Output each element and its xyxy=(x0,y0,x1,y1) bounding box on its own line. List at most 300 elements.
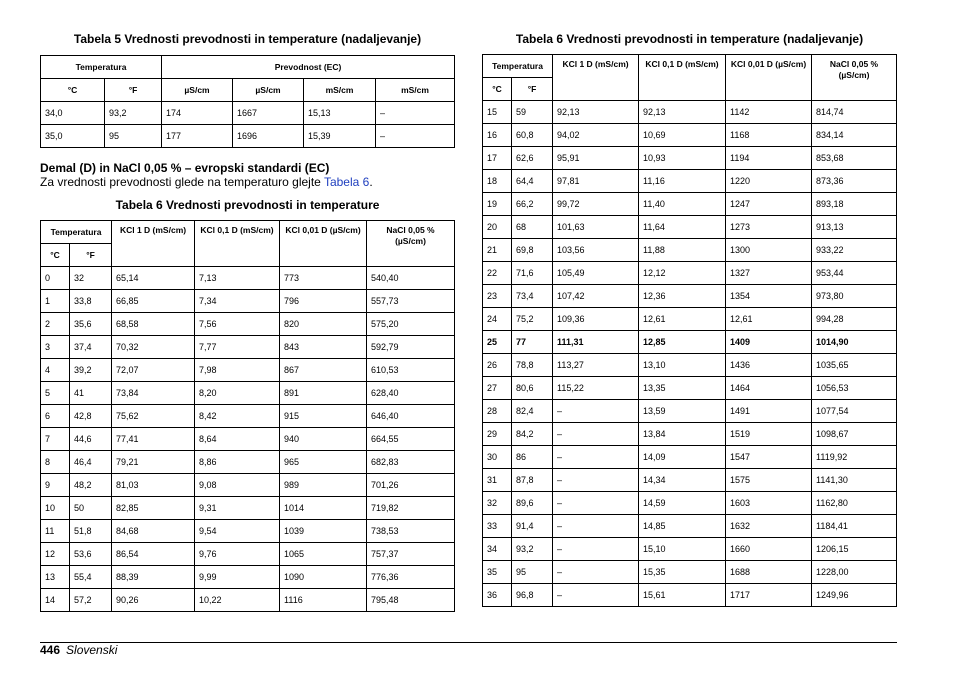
table-row xyxy=(483,216,897,239)
table-cell: 22 xyxy=(483,262,512,285)
table-cell: 11,64 xyxy=(639,216,726,239)
table-cell: 9,08 xyxy=(195,474,280,497)
table-cell: 33 xyxy=(483,515,512,538)
table-cell: 86,54 xyxy=(112,543,195,566)
table-cell: 1014 xyxy=(280,497,367,520)
table-cell: 1142 xyxy=(726,101,812,124)
table-cell: 15,10 xyxy=(639,538,726,561)
table-row xyxy=(483,124,897,147)
table-row xyxy=(41,313,455,336)
table-cell: 7,98 xyxy=(195,359,280,382)
table-cell: 84,2 xyxy=(512,423,553,446)
table-cell: – xyxy=(553,492,639,515)
section-title: Demal (D) in NaCl 0,05 % – evropski standardi (EC) xyxy=(40,161,330,175)
table-cell: 1065 xyxy=(280,543,367,566)
table-cell: 26 xyxy=(483,354,512,377)
table-cell: 21 xyxy=(483,239,512,262)
table-cell: 575,20 xyxy=(367,313,455,336)
table-row xyxy=(41,405,455,428)
table-cell: – xyxy=(553,561,639,584)
table-cell: 646,40 xyxy=(367,405,455,428)
table-row xyxy=(483,538,897,561)
table6-right-caption: Tabela 6 Vrednosti prevodnosti in temperature (nadaljevanje) xyxy=(515,32,864,46)
table-cell: 1300 xyxy=(726,239,812,262)
table-cell: 95 xyxy=(105,125,162,148)
table-cell: 71,6 xyxy=(512,262,553,285)
table-cell: 27 xyxy=(483,377,512,400)
table-cell: 37,4 xyxy=(70,336,112,359)
table-cell: 773 xyxy=(280,267,367,290)
table-cell: 940 xyxy=(280,428,367,451)
table6-right-header-f: °F xyxy=(512,78,553,101)
table-cell: 12,36 xyxy=(639,285,726,308)
table-cell: – xyxy=(553,584,639,607)
table6-left-header-f: °F xyxy=(70,244,112,267)
table-cell: 113,27 xyxy=(553,354,639,377)
table5 xyxy=(40,55,455,148)
table-cell: 994,28 xyxy=(812,308,897,331)
table-cell: 59 xyxy=(512,101,553,124)
table-row xyxy=(483,515,897,538)
table-cell: 84,68 xyxy=(112,520,195,543)
table-cell: 36 xyxy=(483,584,512,607)
table-cell: 5 xyxy=(41,382,70,405)
table-cell: 14,85 xyxy=(639,515,726,538)
table-cell: 35,6 xyxy=(70,313,112,336)
table-cell: 78,8 xyxy=(512,354,553,377)
table-cell: 72,07 xyxy=(112,359,195,382)
table-row xyxy=(41,520,455,543)
table5-header-f: °F xyxy=(105,79,162,102)
table-cell: 31 xyxy=(483,469,512,492)
table-cell: 80,6 xyxy=(512,377,553,400)
table-cell: 1077,54 xyxy=(812,400,897,423)
table-cell: 915 xyxy=(280,405,367,428)
table-row xyxy=(483,561,897,584)
table-cell: 795,48 xyxy=(367,589,455,612)
table-cell: – xyxy=(376,125,455,148)
table-cell: 34 xyxy=(483,538,512,561)
table-cell: – xyxy=(553,538,639,561)
table-cell: 1014,90 xyxy=(812,331,897,354)
table-cell: 14 xyxy=(41,589,70,612)
table-cell: 73,84 xyxy=(112,382,195,405)
table-cell: 46,4 xyxy=(70,451,112,474)
table5-header-c: °C xyxy=(41,79,105,102)
table-cell: 1194 xyxy=(726,147,812,170)
table-row xyxy=(41,428,455,451)
table-cell: 62,6 xyxy=(512,147,553,170)
table-cell: 1632 xyxy=(726,515,812,538)
table-cell: 68 xyxy=(512,216,553,239)
table-row xyxy=(41,102,455,125)
table-row xyxy=(483,400,897,423)
table-row xyxy=(483,377,897,400)
table-row xyxy=(41,497,455,520)
table-cell: 79,21 xyxy=(112,451,195,474)
table-cell: 16 xyxy=(483,124,512,147)
table-cell: 93,2 xyxy=(512,538,553,561)
table-cell: 53,6 xyxy=(70,543,112,566)
table-row xyxy=(483,285,897,308)
table-cell: 70,32 xyxy=(112,336,195,359)
table-cell: 10,22 xyxy=(195,589,280,612)
table-row xyxy=(41,359,455,382)
table-cell: 12,61 xyxy=(726,308,812,331)
table-cell: 90,26 xyxy=(112,589,195,612)
table-cell: 32 xyxy=(70,267,112,290)
table-cell: – xyxy=(376,102,455,125)
table-cell: 1090 xyxy=(280,566,367,589)
table-cell: 1 xyxy=(41,290,70,313)
table-cell: 65,14 xyxy=(112,267,195,290)
page-number: 446 xyxy=(40,643,61,657)
table-cell: 1039 xyxy=(280,520,367,543)
table-cell: 18 xyxy=(483,170,512,193)
table-cell: 8,86 xyxy=(195,451,280,474)
table-cell: 82,4 xyxy=(512,400,553,423)
table-cell: 701,26 xyxy=(367,474,455,497)
table6-left-header-kcl1: KCl 1 D (mS/cm) xyxy=(112,221,195,267)
table-cell: 94,02 xyxy=(553,124,639,147)
table-cell: 12,12 xyxy=(639,262,726,285)
table-cell: 107,42 xyxy=(553,285,639,308)
table-cell: 965 xyxy=(280,451,367,474)
table-cell: 1409 xyxy=(726,331,812,354)
table-cell: 610,53 xyxy=(367,359,455,382)
table-cell: 1547 xyxy=(726,446,812,469)
table6-right-header-c: °C xyxy=(483,78,512,101)
table-cell: 33,8 xyxy=(70,290,112,313)
table-cell: 28 xyxy=(483,400,512,423)
table-cell: 1327 xyxy=(726,262,812,285)
table-cell: 933,22 xyxy=(812,239,897,262)
table-cell: 15 xyxy=(483,101,512,124)
table-cell: – xyxy=(553,423,639,446)
table-cell: 757,37 xyxy=(367,543,455,566)
table-cell: 11,16 xyxy=(639,170,726,193)
table6-left-header-c: °C xyxy=(41,244,70,267)
table5-caption: Tabela 5 Vrednosti prevodnosti in temperature (nadaljevanje) xyxy=(73,32,422,46)
table-cell: 1519 xyxy=(726,423,812,446)
table-cell: 77 xyxy=(512,331,553,354)
table6-left-header-nacl: NaCl 0,05 % (µS/cm) xyxy=(367,221,455,267)
table-cell: 1249,96 xyxy=(812,584,897,607)
table-cell: 9,54 xyxy=(195,520,280,543)
table-cell: 540,40 xyxy=(367,267,455,290)
table-row xyxy=(483,446,897,469)
table6-right-block xyxy=(482,32,897,607)
table-cell: 1141,30 xyxy=(812,469,897,492)
table-cell: 843 xyxy=(280,336,367,359)
table-cell: 35,0 xyxy=(41,125,105,148)
table-cell: 99,72 xyxy=(553,193,639,216)
table-cell: 592,79 xyxy=(367,336,455,359)
table-cell: 92,13 xyxy=(553,101,639,124)
table-cell: – xyxy=(553,400,639,423)
table6-right-header-kcl001: KCl 0,01 D (µS/cm) xyxy=(726,55,812,101)
table-cell: 1119,92 xyxy=(812,446,897,469)
table-cell: 12,61 xyxy=(639,308,726,331)
table-cell: 15,35 xyxy=(639,561,726,584)
table-cell: 174 xyxy=(162,102,233,125)
table-cell: 82,85 xyxy=(112,497,195,520)
table-cell: 1660 xyxy=(726,538,812,561)
table-cell: 1688 xyxy=(726,561,812,584)
table-cell: 776,36 xyxy=(367,566,455,589)
table-cell: 35 xyxy=(483,561,512,584)
table-cell: 50 xyxy=(70,497,112,520)
table-cell: 29 xyxy=(483,423,512,446)
table-cell: – xyxy=(553,469,639,492)
table-cell: 8,20 xyxy=(195,382,280,405)
footer xyxy=(40,643,117,657)
table-row xyxy=(41,566,455,589)
table-cell: 75,62 xyxy=(112,405,195,428)
table-row xyxy=(483,170,897,193)
table-cell: 73,4 xyxy=(512,285,553,308)
table-cell: 77,41 xyxy=(112,428,195,451)
table-cell: 111,31 xyxy=(553,331,639,354)
table-cell: 97,81 xyxy=(553,170,639,193)
table-row xyxy=(483,193,897,216)
table-cell: 10,69 xyxy=(639,124,726,147)
table-row xyxy=(41,290,455,313)
table-cell: 7,13 xyxy=(195,267,280,290)
table6-link[interactable]: Tabela 6 xyxy=(323,175,370,189)
table-cell: 87,8 xyxy=(512,469,553,492)
table-row xyxy=(483,584,897,607)
table6-left xyxy=(40,220,455,612)
table-cell: 86 xyxy=(512,446,553,469)
table-cell: 177 xyxy=(162,125,233,148)
table-cell: 7,77 xyxy=(195,336,280,359)
table-cell: 11,40 xyxy=(639,193,726,216)
table-cell: 109,36 xyxy=(553,308,639,331)
table-cell: 48,2 xyxy=(70,474,112,497)
table-cell: 105,49 xyxy=(553,262,639,285)
table-cell: 1168 xyxy=(726,124,812,147)
table-cell: 51,8 xyxy=(70,520,112,543)
table-cell: 1206,15 xyxy=(812,538,897,561)
table-cell: 12 xyxy=(41,543,70,566)
table-cell: 913,13 xyxy=(812,216,897,239)
table-cell: 12,85 xyxy=(639,331,726,354)
table-cell: 719,82 xyxy=(367,497,455,520)
table-cell: 1184,41 xyxy=(812,515,897,538)
table6-left-header-kcl01: KCl 0,1 D (mS/cm) xyxy=(195,221,280,267)
table-cell: 13,84 xyxy=(639,423,726,446)
table-cell: 682,83 xyxy=(367,451,455,474)
table-row xyxy=(483,308,897,331)
table6-left-caption: Tabela 6 Vrednosti prevodnosti in temperature xyxy=(115,198,380,212)
table-cell: 867 xyxy=(280,359,367,382)
table-cell: 853,68 xyxy=(812,147,897,170)
table-cell: 13,10 xyxy=(639,354,726,377)
table-cell: 20 xyxy=(483,216,512,239)
table-cell: 893,18 xyxy=(812,193,897,216)
table-cell: 7,56 xyxy=(195,313,280,336)
table-cell: 41 xyxy=(70,382,112,405)
table-cell: 2 xyxy=(41,313,70,336)
table-cell: – xyxy=(553,515,639,538)
table-cell: 11,88 xyxy=(639,239,726,262)
table-cell: 557,73 xyxy=(367,290,455,313)
table6-right-header-nacl: NaCl 0,05 % (µS/cm) xyxy=(812,55,897,101)
table-cell: 13,59 xyxy=(639,400,726,423)
table-row xyxy=(41,125,455,148)
table6-right-header-temperatura: Temperatura xyxy=(483,55,553,78)
table-row xyxy=(41,336,455,359)
table-cell: 1098,67 xyxy=(812,423,897,446)
table-cell: 6 xyxy=(41,405,70,428)
table-cell: 57,2 xyxy=(70,589,112,612)
table-cell: 664,55 xyxy=(367,428,455,451)
table-cell: 14,59 xyxy=(639,492,726,515)
table-cell: 95 xyxy=(512,561,553,584)
table-cell: 8 xyxy=(41,451,70,474)
table-cell: 873,36 xyxy=(812,170,897,193)
table-row xyxy=(483,492,897,515)
table-row xyxy=(483,101,897,124)
table-cell: 1436 xyxy=(726,354,812,377)
table-cell: 9,99 xyxy=(195,566,280,589)
table-cell: 1273 xyxy=(726,216,812,239)
table-cell: 95,91 xyxy=(553,147,639,170)
table-row xyxy=(41,267,455,290)
table-cell: 24 xyxy=(483,308,512,331)
table-cell: 989 xyxy=(280,474,367,497)
table-cell: 796 xyxy=(280,290,367,313)
table-cell: 10 xyxy=(41,497,70,520)
table-cell: 1575 xyxy=(726,469,812,492)
table-cell: 1717 xyxy=(726,584,812,607)
table-cell: 1491 xyxy=(726,400,812,423)
table-cell: 9 xyxy=(41,474,70,497)
table-cell: 88,39 xyxy=(112,566,195,589)
table-cell: 738,53 xyxy=(367,520,455,543)
table-cell: 69,8 xyxy=(512,239,553,262)
table-cell: 81,03 xyxy=(112,474,195,497)
table-cell: 96,8 xyxy=(512,584,553,607)
table6-left-header-kcl001: KCl 0,01 D (µS/cm) xyxy=(280,221,367,267)
table-cell: 34,0 xyxy=(41,102,105,125)
table-cell: 64,4 xyxy=(512,170,553,193)
table-cell: 14,09 xyxy=(639,446,726,469)
table5-header-temperatura: Temperatura xyxy=(41,56,162,79)
table-cell: 1667 xyxy=(233,102,304,125)
table-cell: 820 xyxy=(280,313,367,336)
table6-right-header-kcl1: KCl 1 D (mS/cm) xyxy=(553,55,639,101)
table-cell: 60,8 xyxy=(512,124,553,147)
table-cell: 15,13 xyxy=(304,102,376,125)
table-cell: 1603 xyxy=(726,492,812,515)
table-row xyxy=(483,423,897,446)
table-cell: 68,58 xyxy=(112,313,195,336)
table-cell: 14,34 xyxy=(639,469,726,492)
table-cell: 66,85 xyxy=(112,290,195,313)
table-cell: 9,76 xyxy=(195,543,280,566)
table-cell: 1035,65 xyxy=(812,354,897,377)
table-cell: 9,31 xyxy=(195,497,280,520)
table6-right-header-kcl01: KCl 0,1 D (mS/cm) xyxy=(639,55,726,101)
table6-left-block xyxy=(40,198,455,612)
table-cell: 973,80 xyxy=(812,285,897,308)
table-row xyxy=(483,354,897,377)
table-cell: 55,4 xyxy=(70,566,112,589)
table-cell: 7,34 xyxy=(195,290,280,313)
table-cell: 3 xyxy=(41,336,70,359)
table-cell: 42,8 xyxy=(70,405,112,428)
table-cell: 30 xyxy=(483,446,512,469)
table-cell: 1116 xyxy=(280,589,367,612)
table5-header-unit: mS/cm xyxy=(376,79,455,102)
table-cell: 103,56 xyxy=(553,239,639,262)
table-cell: 44,6 xyxy=(70,428,112,451)
table-row xyxy=(41,589,455,612)
table-cell: 23 xyxy=(483,285,512,308)
table-row xyxy=(483,469,897,492)
table-cell: 91,4 xyxy=(512,515,553,538)
table-cell: 953,44 xyxy=(812,262,897,285)
table-cell: 32 xyxy=(483,492,512,515)
section-text xyxy=(40,175,373,189)
footer-rule xyxy=(40,642,897,643)
table-cell: 89,6 xyxy=(512,492,553,515)
table-cell: 4 xyxy=(41,359,70,382)
table-cell: 8,64 xyxy=(195,428,280,451)
table-cell: 1220 xyxy=(726,170,812,193)
table-cell: 1228,00 xyxy=(812,561,897,584)
table-row xyxy=(483,331,897,354)
table-cell: 814,74 xyxy=(812,101,897,124)
table-cell: 1056,53 xyxy=(812,377,897,400)
section-body: Za vrednosti prevodnosti glede na temperaturo glejte xyxy=(40,175,324,189)
table-cell: 17 xyxy=(483,147,512,170)
table5-block xyxy=(40,32,455,148)
table-row xyxy=(483,262,897,285)
table6-left-header-temperatura: Temperatura xyxy=(41,221,112,244)
footer-language: Slovenski xyxy=(66,643,118,657)
table-cell: 891 xyxy=(280,382,367,405)
table-cell: 8,42 xyxy=(195,405,280,428)
table-cell: 25 xyxy=(483,331,512,354)
table6-right xyxy=(482,54,897,607)
table-cell: – xyxy=(553,446,639,469)
table5-header-prevodnost: Prevodnost (EC) xyxy=(162,56,455,79)
table-cell: 1696 xyxy=(233,125,304,148)
table-row xyxy=(483,239,897,262)
table-cell: 1247 xyxy=(726,193,812,216)
table5-header-unit: µS/cm xyxy=(162,79,233,102)
table-row xyxy=(41,451,455,474)
table-cell: 7 xyxy=(41,428,70,451)
table-cell: 75,2 xyxy=(512,308,553,331)
table-row xyxy=(483,147,897,170)
table-cell: 628,40 xyxy=(367,382,455,405)
table-cell: 834,14 xyxy=(812,124,897,147)
table-cell: 115,22 xyxy=(553,377,639,400)
table-cell: 39,2 xyxy=(70,359,112,382)
table-cell: 0 xyxy=(41,267,70,290)
table-cell: 1162,80 xyxy=(812,492,897,515)
table-cell: 66,2 xyxy=(512,193,553,216)
table-cell: 13,35 xyxy=(639,377,726,400)
table5-header-unit: µS/cm xyxy=(233,79,304,102)
table-cell: 101,63 xyxy=(553,216,639,239)
table-row xyxy=(41,382,455,405)
table-cell: 1354 xyxy=(726,285,812,308)
